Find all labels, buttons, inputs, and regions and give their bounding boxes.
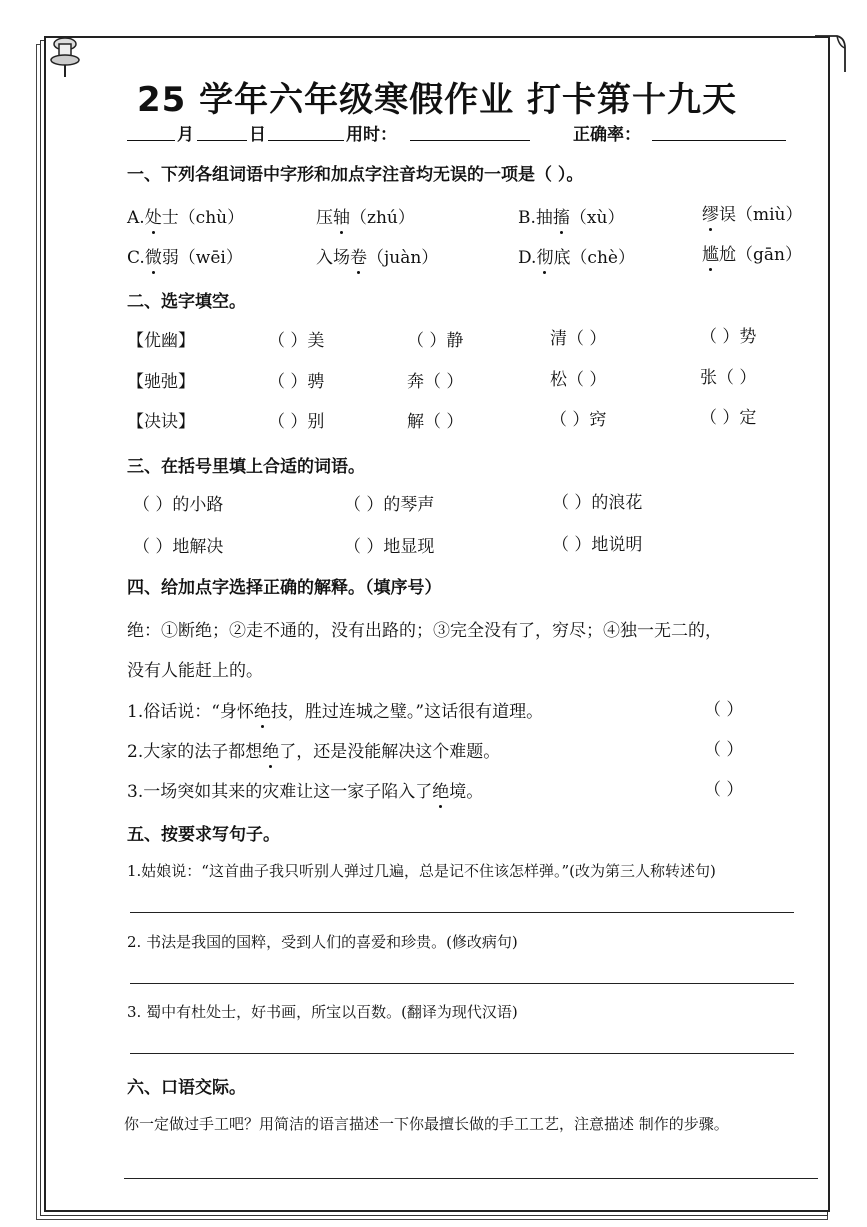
row-label: 【决诀】 <box>127 412 195 432</box>
blank-date <box>268 140 344 141</box>
fill-blank: 松（ ） <box>550 370 607 390</box>
section-4-heading: 四、给加点字选择正确的解释。（填序号） <box>127 578 442 598</box>
fill-blank: 清（ ） <box>550 329 607 349</box>
option-d-word-1: D.彻底（chè） <box>518 243 635 268</box>
answer-line <box>130 983 794 984</box>
label-month: 月 <box>177 125 194 145</box>
answer-paren: （ ） <box>704 700 744 720</box>
phrase-blank: （ ）的小路 <box>133 495 224 515</box>
fill-blank: （ ）别 <box>268 412 325 432</box>
answer-paren: （ ） <box>704 740 744 760</box>
fill-blank: 张（ ） <box>700 368 757 388</box>
label-accuracy: 正确率： <box>573 125 641 145</box>
sentence-task-3: 3. 蜀中有杜处士，好书画，所宝以百数。(翻译为现代汉语) <box>127 1003 518 1021</box>
section-5-heading: 五、按要求写句子。 <box>127 825 280 845</box>
fill-blank: 奔（ ） <box>407 372 464 392</box>
answer-line <box>130 912 794 913</box>
fill-blank: （ ）骋 <box>268 372 325 392</box>
row-label: 【驰弛】 <box>127 372 195 392</box>
option-c-word-2: 入场卷（juàn） <box>316 243 438 268</box>
section-6-heading: 六、口语交际。 <box>127 1078 246 1098</box>
page-title: 25 学年六年级寒假作业 打卡第十九天 <box>137 80 737 120</box>
phrase-blank: （ ）地显现 <box>344 537 435 557</box>
fill-blank: （ ）定 <box>700 408 757 428</box>
sentence-task-1: 1.姑娘说：“这首曲子我只听别人弹过几遍，总是记不住该怎样弹。”(改为第三人称转述句) <box>127 862 716 880</box>
section-2-heading: 二、选字填空。 <box>127 292 246 312</box>
option-b-word-1: B.抽搐（xù） <box>518 203 624 228</box>
pushpin-icon <box>48 36 82 78</box>
section-1-heading: 一、下列各组词语中字形和加点字注音均无误的一项是（ ）。 <box>127 165 584 185</box>
sentence-task-2: 2. 书法是我国的国粹，受到人们的喜爱和珍贵。(修改病句) <box>127 933 518 951</box>
row-label: 【优幽】 <box>127 331 195 351</box>
blank-accuracy <box>652 140 786 141</box>
definition-text: 没有人能赶上的。 <box>127 661 263 681</box>
answer-line <box>130 1053 794 1054</box>
fill-blank: （ ）势 <box>700 327 757 347</box>
option-a-word-1: A.处士（chù） <box>127 203 244 228</box>
option-a-word-2: 压轴（zhú） <box>316 203 415 228</box>
answer-paren: （ ） <box>704 780 744 800</box>
fill-blank: （ ）静 <box>407 331 464 351</box>
page-curl-icon <box>813 34 847 74</box>
blank-time-used <box>410 140 530 141</box>
phrase-blank: （ ）的琴声 <box>344 495 435 515</box>
fill-blank: （ ）窍 <box>550 410 607 430</box>
speaking-prompt: 你一定做过手工吧？用简洁的语言描述一下你最擅长做的手工工艺，注意描述 制作的步骤。 <box>124 1115 729 1133</box>
section-3-heading: 三、在括号里填上合适的词语。 <box>127 457 365 477</box>
blank-day <box>197 140 247 141</box>
answer-line <box>124 1178 818 1179</box>
phrase-blank: （ ）的浪花 <box>552 493 643 513</box>
label-time-used: 用时： <box>346 125 397 145</box>
fill-blank: 解（ ） <box>407 412 464 432</box>
option-b-word-2: 缪误（miù） <box>702 200 803 225</box>
question-3: 3.一场突如其来的灾难让这一家子陷入了绝境。 <box>127 777 483 802</box>
phrase-blank: （ ）地解决 <box>133 537 224 557</box>
label-day: 日 <box>249 125 266 145</box>
question-2: 2.大家的法子都想绝了，还是没能解决这个难题。 <box>127 737 500 762</box>
fill-blank: （ ）美 <box>268 331 325 351</box>
blank-month <box>127 140 175 141</box>
definition-text: 绝：①断绝；②走不通的，没有出路的；③完全没有了，穷尽；④独一无二的， <box>127 621 722 641</box>
question-1: 1.俗话说：“身怀绝技，胜过连城之璧。”这话很有道理。 <box>127 697 543 722</box>
phrase-blank: （ ）地说明 <box>552 535 643 555</box>
option-c-word-1: C.微弱（wēi） <box>127 243 243 268</box>
option-d-word-2: 尴尬（gān） <box>702 240 802 265</box>
